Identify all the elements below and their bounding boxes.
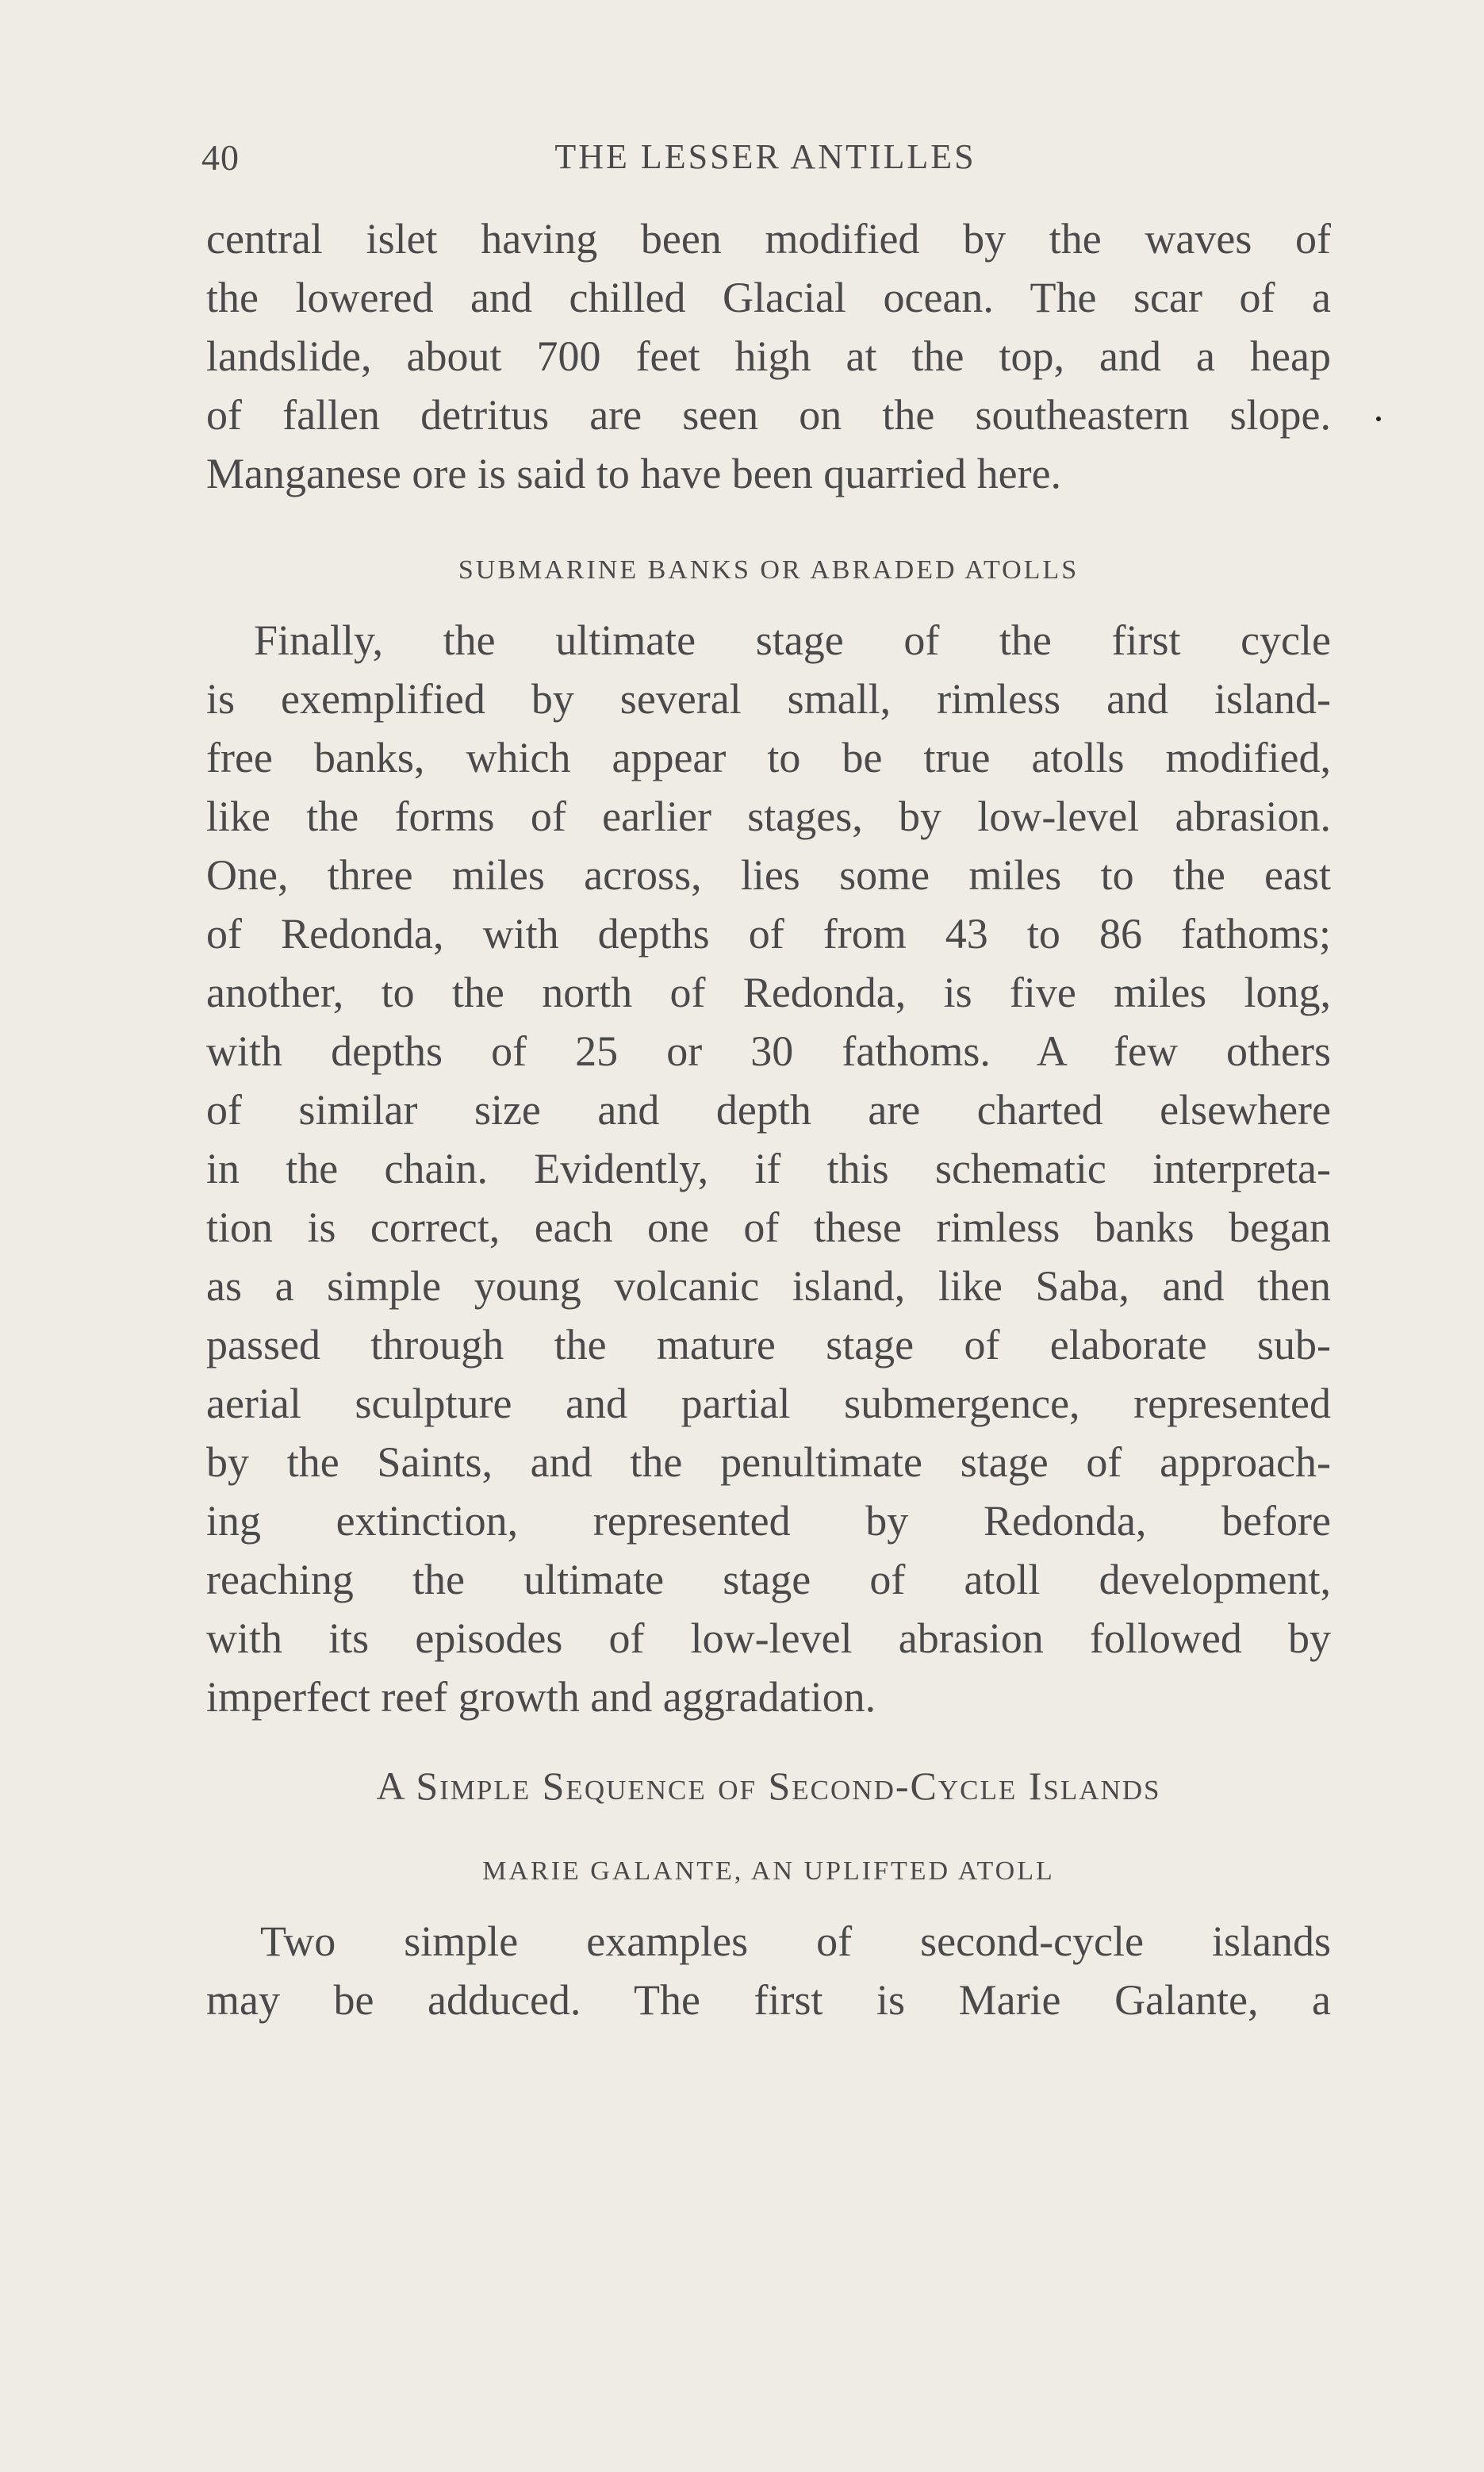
print-speck	[1376, 416, 1381, 421]
text-line: in the chain. Evidently, if this schematic interpreta-	[206, 1145, 1331, 1192]
text-line: landslide, about 700 feet high at the top, and a heap	[206, 332, 1331, 380]
text-line: as a simple young volcanic island, like Saba, and then	[206, 1262, 1331, 1310]
text-line: like the forms of earlier stages, by low-level abrasion.	[206, 793, 1331, 840]
text-line: with its episodes of low-level abrasion followed by	[206, 1614, 1331, 1662]
page-header	[198, 136, 1333, 192]
text-line: Two simple examples of second-cycle islands	[260, 1917, 1331, 1965]
text-line: aerial sculpture and partial submergence, represented	[206, 1380, 1331, 1427]
text-line: another, to the north of Redonda, is five miles long,	[206, 969, 1331, 1016]
text-line: free banks, which appear to be true atolls modified,	[206, 734, 1331, 781]
text-line: with depths of 25 or 30 fathoms. A few others	[206, 1027, 1331, 1075]
text-line: of Redonda, with depths of from 43 to 86 fathoms;	[206, 910, 1331, 958]
paragraph-marie-galante	[206, 1912, 1331, 2029]
paragraph-continued	[206, 209, 1331, 503]
subheading-marie-galante: MARIE GALANTE, AN UPLIFTED ATOLL	[482, 1856, 1055, 1886]
paragraph-submarine-banks	[206, 611, 1331, 1726]
running-head: THE LESSER ANTILLES	[554, 137, 976, 176]
text-line: One, three miles across, lies some miles to the east	[206, 851, 1331, 899]
text-line: of similar size and depth are charted elsewhere	[206, 1086, 1331, 1134]
text-line: is exemplified by several small, rimless and island-	[206, 675, 1331, 723]
page-number: 40	[201, 137, 240, 178]
text-line: of fallen detritus are seen on the southeastern slope.	[206, 391, 1331, 439]
text-line: Finally, the ultimate stage of the first cycle	[254, 616, 1331, 664]
text-line: central islet having been modified by the waves of	[206, 215, 1331, 263]
subheading-submarine-banks: SUBMARINE BANKS OR ABRADED ATOLLS	[458, 555, 1079, 585]
text-line: the lowered and chilled Glacial ocean. The scar of a	[206, 274, 1331, 321]
text-line: Manganese ore is said to have been quarried here.	[206, 450, 1062, 497]
section-heading-second-cycle: A Simple Sequence of Second-Cycle Islands	[376, 1764, 1161, 1808]
text-line: tion is correct, each one of these rimless banks began	[206, 1203, 1331, 1251]
text-line: passed through the mature stage of elaborate sub-	[206, 1321, 1331, 1368]
text-line: imperfect reef growth and aggradation.	[206, 1673, 876, 1721]
text-line: reaching the ultimate stage of atoll development,	[206, 1556, 1331, 1603]
text-line: may be adduced. The first is Marie Galante, a	[206, 1976, 1331, 2024]
text-line: ing extinction, represented by Redonda, before	[206, 1497, 1331, 1545]
text-line: by the Saints, and the penultimate stage of approach-	[206, 1438, 1331, 1486]
